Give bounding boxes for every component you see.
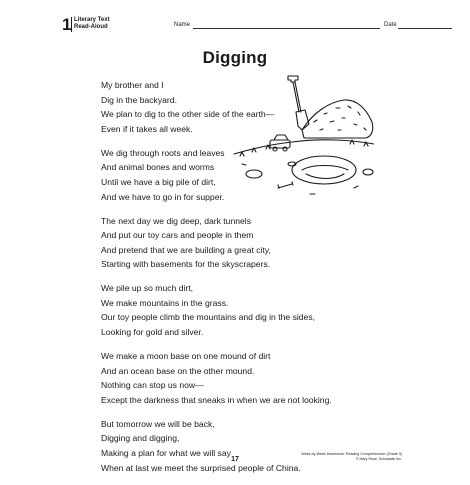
poem-line: My brother and I (101, 80, 164, 90)
worksheet-header (62, 16, 410, 34)
poem-line: We make a moon base on one mound of dirt (101, 351, 271, 362)
poem-line: Our toy people climb the mountains and dig in the sides, (101, 312, 316, 323)
poem-line: Starting with basements for the skyscrapers. (101, 259, 271, 270)
poem-line: Looking for gold and silver. (101, 327, 204, 338)
lesson-type-line1: Literary Text (74, 17, 110, 23)
poem-line: Digging and digging, (101, 433, 180, 444)
page-number: 17 (231, 456, 239, 463)
poem-line: Even if it takes all week. (101, 123, 193, 134)
poem-line: We plan to dig to the other side of the earth— (101, 109, 275, 120)
lesson-number: 1 (62, 15, 72, 34)
poem-line: Nothing can stop us now— (101, 380, 204, 391)
poem-line: And an ocean base on the other mound. (101, 365, 255, 376)
poem-stanza (101, 349, 332, 407)
poem-line: When at last we meet the surprised people of China. (101, 462, 301, 473)
poem-line: We dig through roots and leaves (101, 147, 225, 158)
lesson-type (74, 17, 110, 31)
name-label: Name (174, 22, 191, 28)
poem-line: And animal bones and worms (101, 162, 215, 173)
name-field-line[interactable] (193, 28, 380, 29)
credit-line1: Week-by-Week Homework: Reading Comprehension (Grade 3) (301, 452, 402, 456)
poem-line: And pretend that we are building a great city, (101, 244, 271, 255)
poem-line: We make mountains in the grass. (101, 297, 229, 308)
credit-line2: © Mary Rose, Scholastic Inc. (355, 457, 402, 461)
poem-line: Except the darkness that sneaks in when we are not looking. (101, 394, 332, 405)
dirt-pile-shovel-icon (232, 72, 374, 200)
poem-stanza (101, 417, 332, 475)
header-divider (71, 17, 72, 32)
poem-line: But tomorrow we will be back, (101, 418, 215, 429)
poem-stanza (101, 281, 332, 339)
poem-line: Until we have a big pile of dirt, (101, 176, 216, 187)
poem-line: And we have to go in for supper. (101, 191, 225, 202)
poem-title: Digging (202, 48, 268, 67)
poem-line: We pile up so much dirt, (101, 283, 194, 294)
lesson-type-line2: Read-Aloud (74, 24, 108, 30)
poem-line: The next day we dig deep, dark tunnels (101, 215, 252, 226)
poem-line: Dig in the backyard. (101, 94, 177, 105)
poem-stanza (101, 214, 332, 272)
poem-line: Making a plan for what we will say (101, 448, 231, 459)
date-label: Date (384, 22, 397, 28)
date-field-line[interactable] (398, 28, 452, 29)
poem-line: And put our toy cars and people in them (101, 230, 254, 241)
